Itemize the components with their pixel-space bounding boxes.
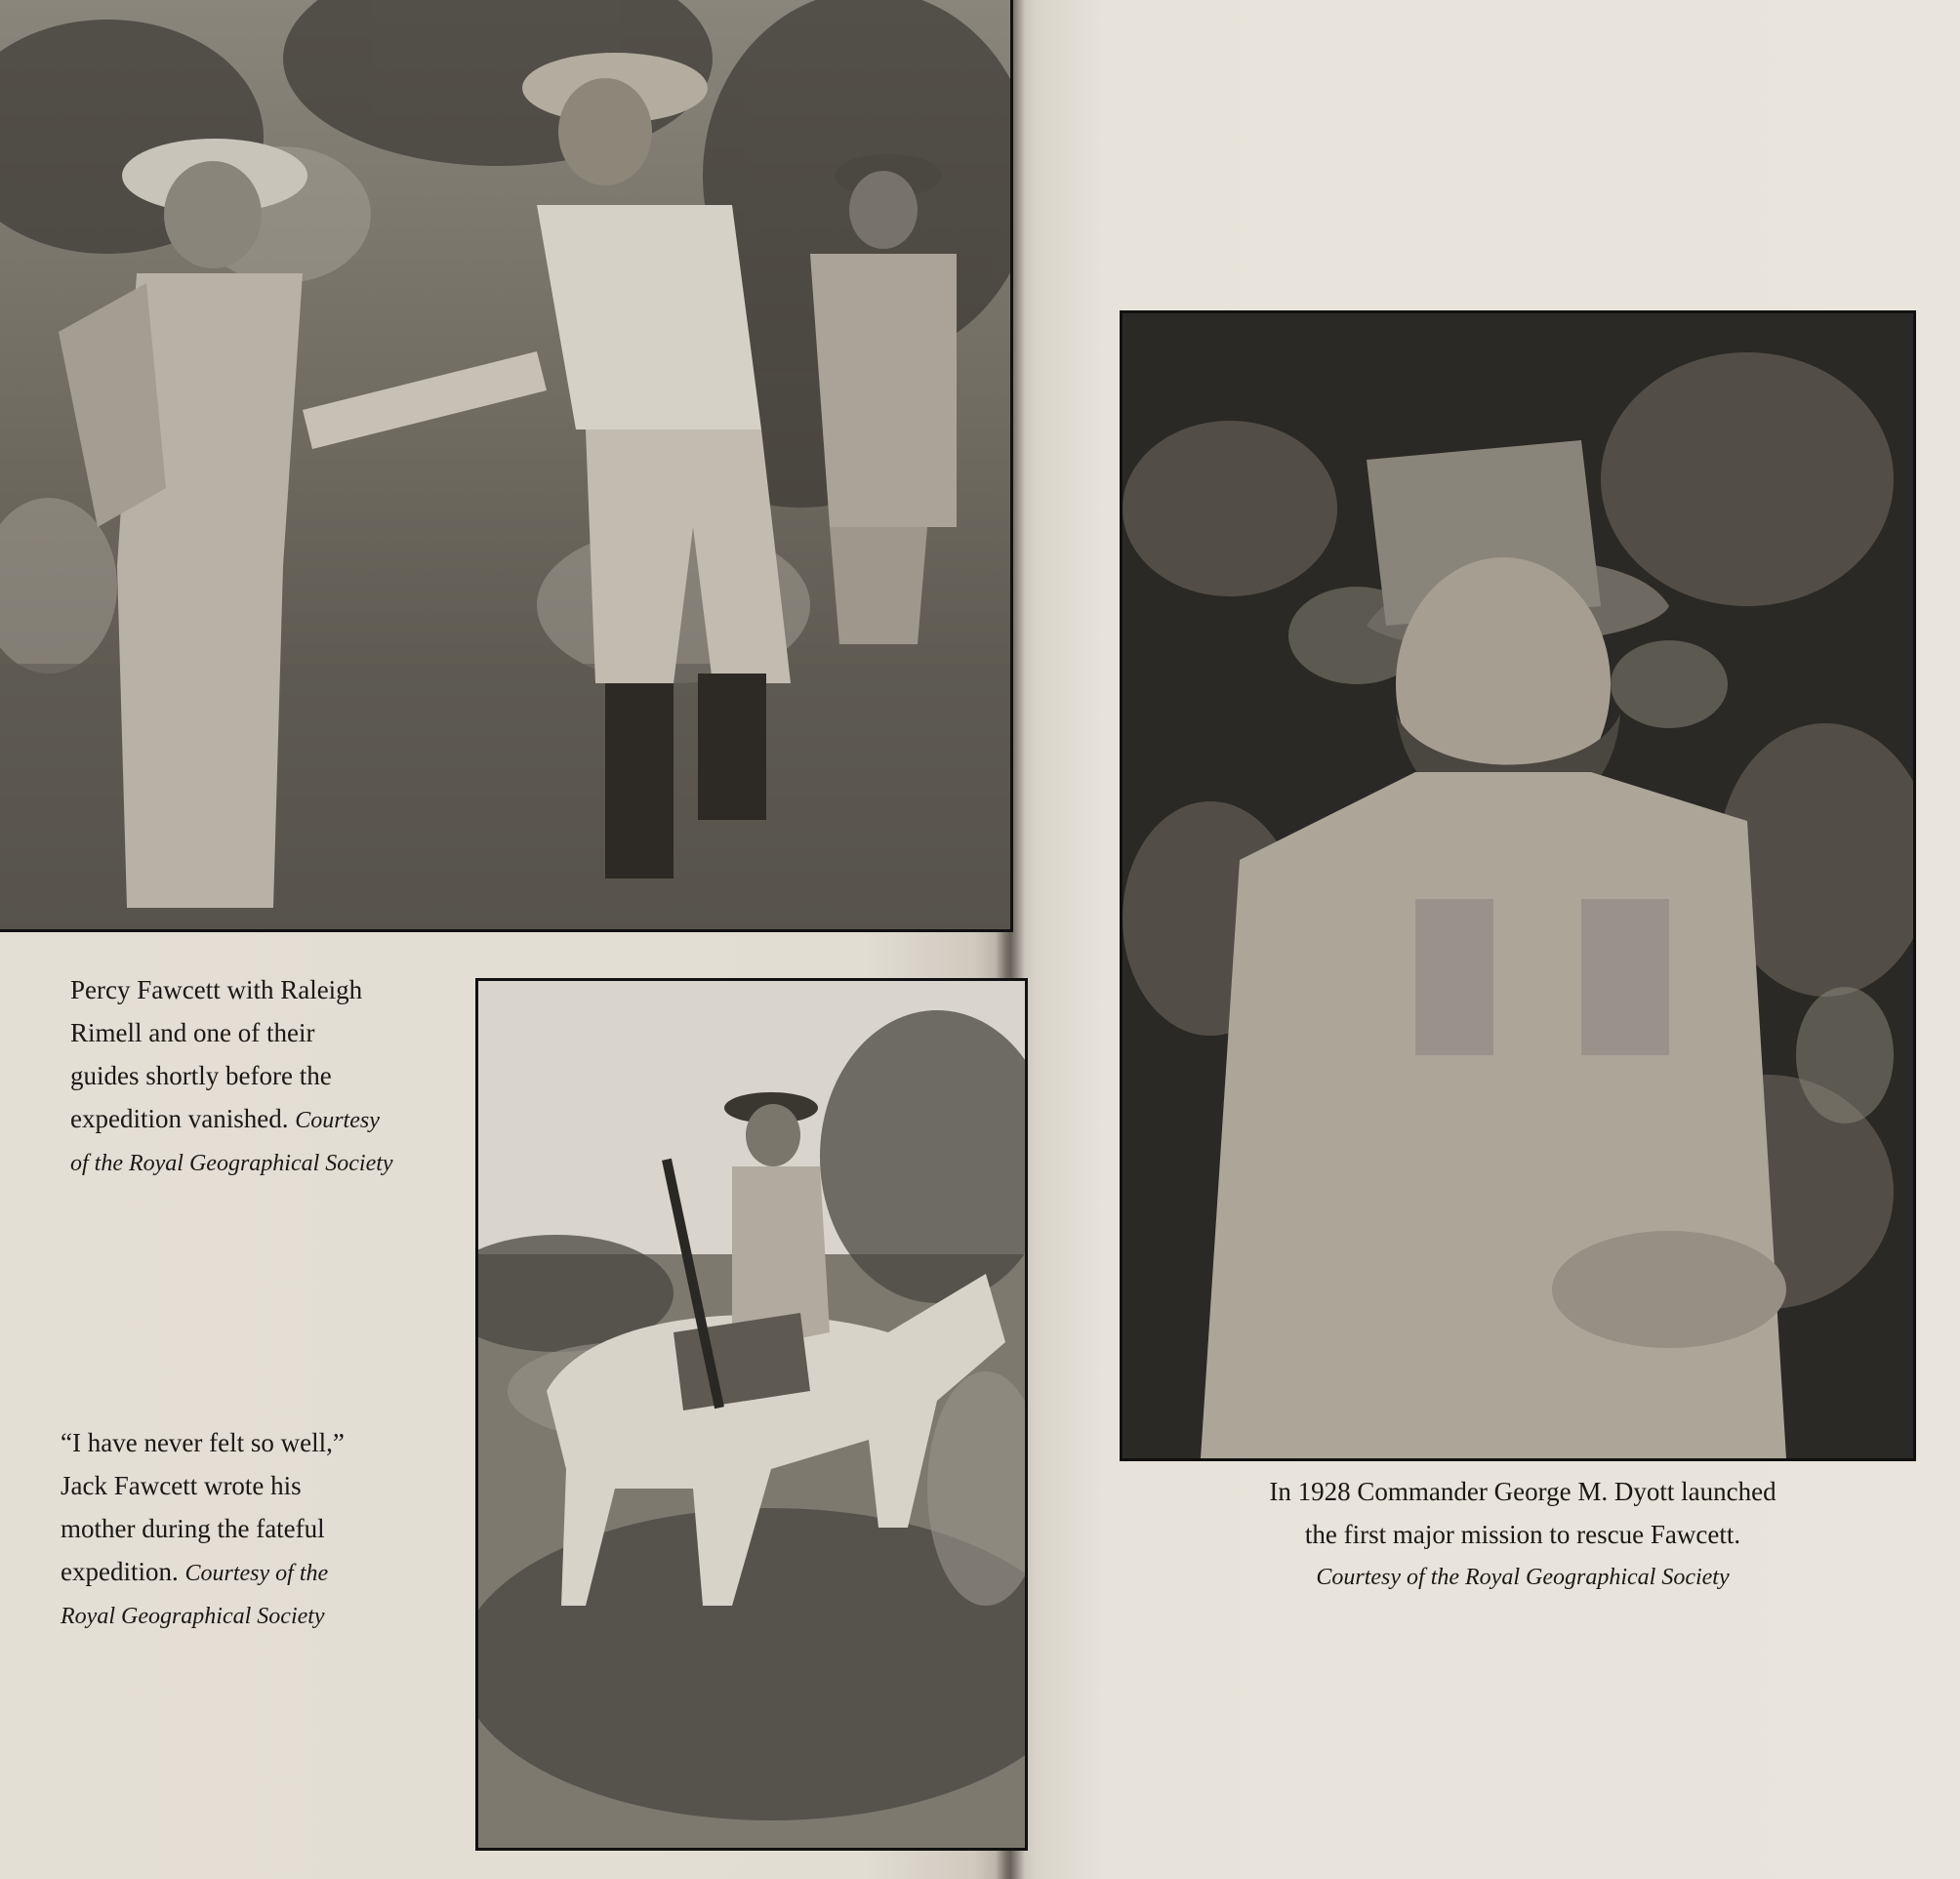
- caption-line: In 1928 Commander George M. Dyott launched: [1269, 1477, 1776, 1506]
- caption-text: expedition.: [61, 1557, 179, 1586]
- caption-jack-fawcett: [61, 1421, 451, 1638]
- caption-line: [61, 1550, 451, 1595]
- caption-line: “I have never felt so well,”: [61, 1428, 345, 1457]
- caption-line: Jack Fawcett wrote his: [61, 1471, 302, 1500]
- photo-jack-fawcett-on-horse: [475, 978, 1028, 1851]
- caption-line: Rimell and one of their: [70, 1018, 315, 1047]
- caption-credit: Courtesy of the: [184, 1561, 329, 1586]
- caption-credit-line: Courtesy of the Royal Geographical Society: [1316, 1565, 1730, 1590]
- caption-credit-line: Royal Geographical Society: [61, 1604, 325, 1629]
- caption-line: mother during the fateful: [61, 1514, 325, 1543]
- caption-commander-dyott: [1191, 1470, 1855, 1599]
- caption-credit-line: of the Royal Geographical Society: [70, 1151, 393, 1176]
- caption-text: expedition vanished.: [70, 1104, 289, 1133]
- caption-line: [70, 1097, 461, 1142]
- caption-line: the first major mission to rescue Fawcett.: [1304, 1520, 1741, 1549]
- caption-line: Percy Fawcett with Raleigh: [70, 975, 363, 1004]
- caption-credit: Courtesy: [295, 1108, 380, 1133]
- caption-line: guides shortly before the: [70, 1061, 332, 1090]
- photo-commander-dyott: [1120, 310, 1916, 1461]
- photo-fawcett-rimell-guide: [0, 0, 1013, 932]
- caption-percy-fawcett: [70, 968, 461, 1185]
